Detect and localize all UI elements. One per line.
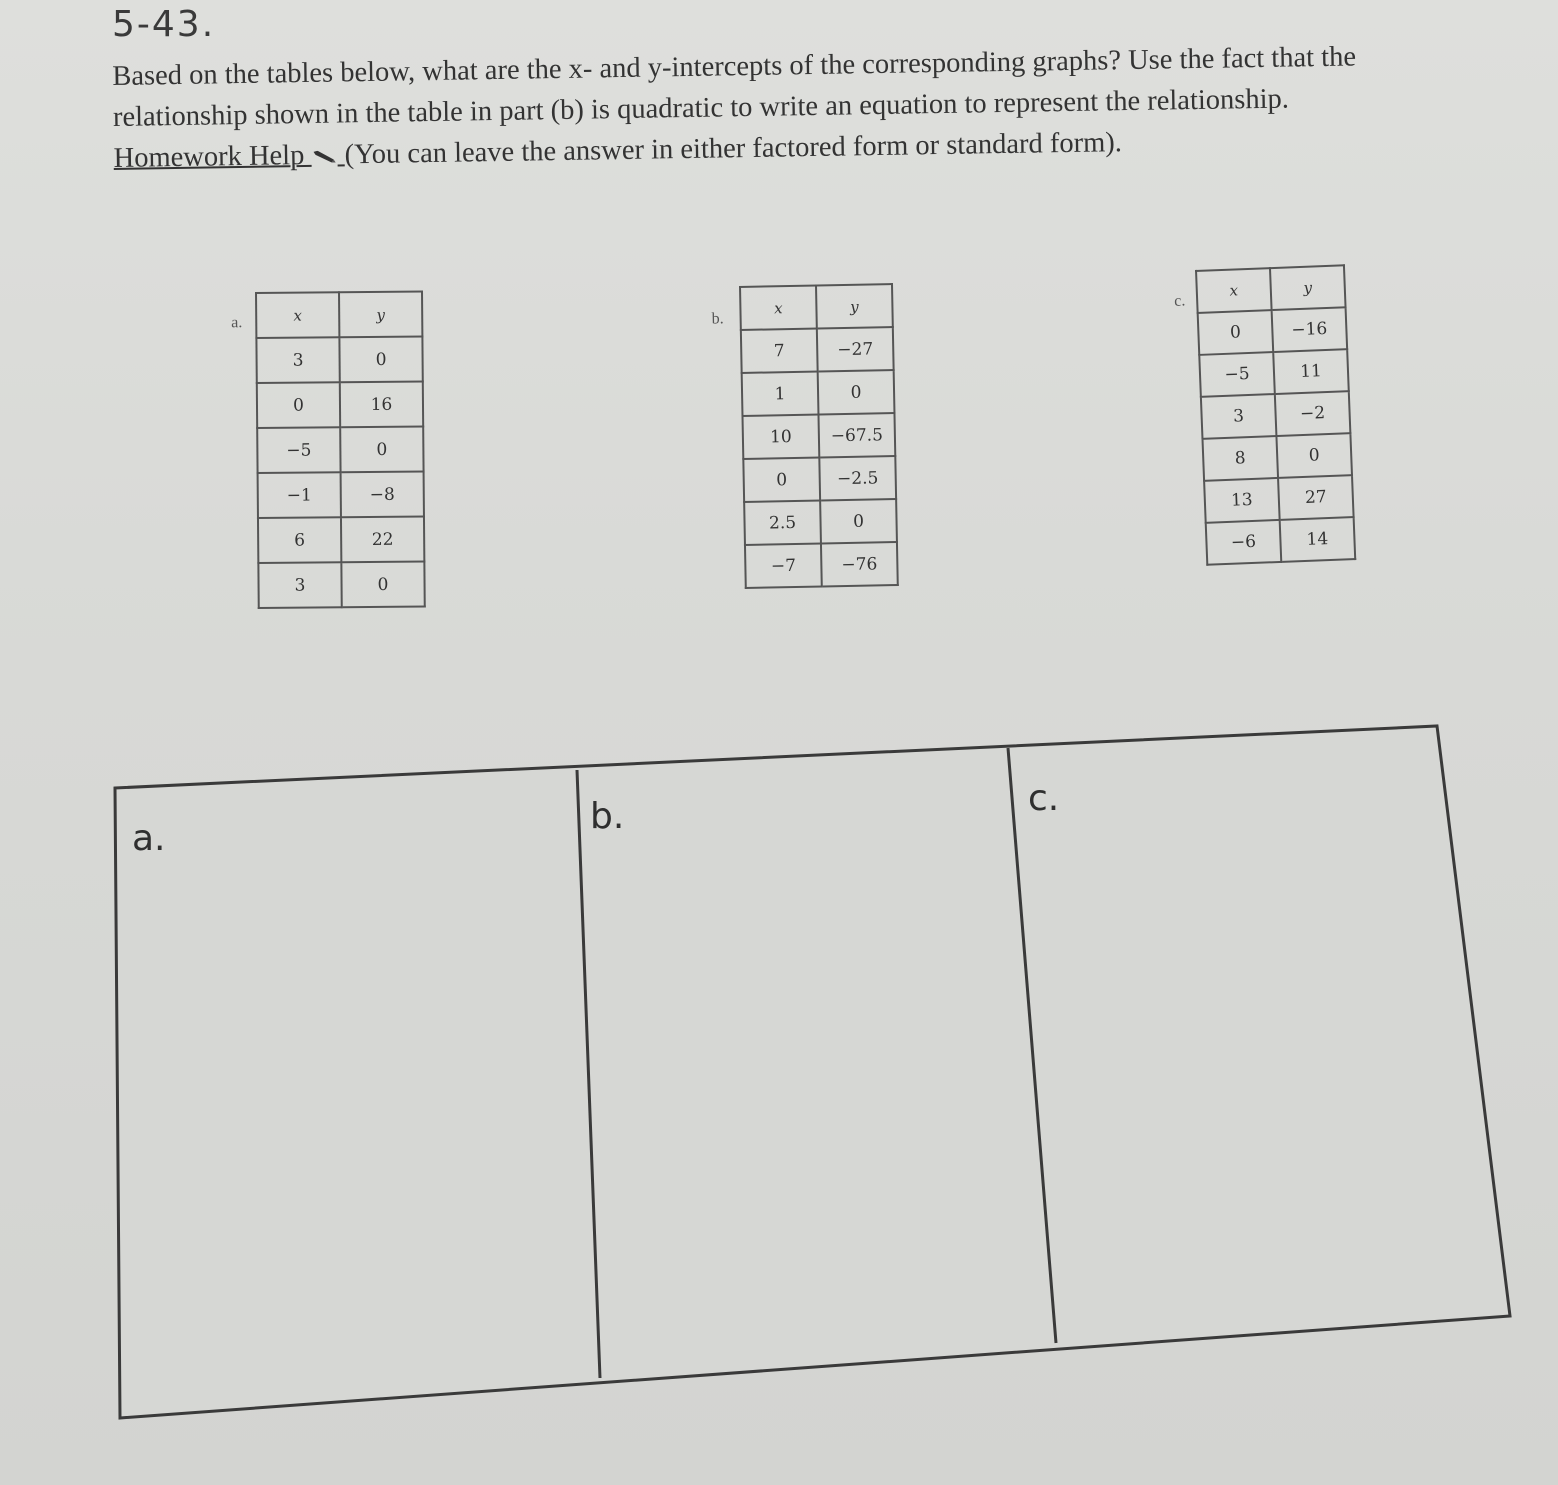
cell-y: 22 [341, 517, 424, 563]
cell-x: −5 [257, 427, 340, 473]
prompt-text-start: Based on the tables below, what are the x- and y-intercepts of the corresponding graphs? Use the fact that the relationship shown in the table in part (b) is quadratic to write an equation to represent the relationship. [112, 41, 1357, 133]
cell-y: 11 [1273, 349, 1349, 394]
prompt-text-end: (You can leave the answer in either factored form or standard form). [344, 127, 1123, 171]
header-y: y [816, 284, 893, 328]
cell-x: 2.5 [744, 500, 821, 544]
cell-y: 0 [818, 370, 895, 414]
cell-x: 3 [256, 337, 339, 383]
answer-box-frame [115, 726, 1510, 1418]
cell-x: −7 [745, 543, 822, 587]
cell-x: 8 [1202, 436, 1278, 481]
cell-x: −6 [1206, 520, 1282, 565]
problem-number: 5-43. [112, 4, 216, 45]
cell-x: 6 [258, 517, 341, 563]
cell-y: 27 [1278, 475, 1354, 520]
cell-x: 0 [743, 457, 820, 501]
cell-x: 3 [1201, 394, 1277, 439]
cell-y: 16 [340, 382, 423, 428]
cell-y: −2 [1275, 391, 1351, 436]
table-b-letter: b. [711, 310, 724, 328]
cell-x: 10 [742, 414, 819, 458]
cell-x: 0 [257, 382, 340, 428]
cell-x: 7 [741, 329, 818, 373]
cell-y: −8 [341, 472, 424, 518]
cell-y: 0 [340, 427, 423, 473]
cell-x: 1 [742, 372, 819, 416]
cell-y: −27 [817, 327, 894, 371]
cell-y: 0 [341, 562, 424, 608]
cell-y: −16 [1272, 307, 1348, 352]
cell-y: −67.5 [818, 413, 895, 457]
cell-y: 0 [1276, 433, 1352, 478]
cell-y: 0 [820, 499, 897, 543]
cell-x: 3 [258, 562, 341, 608]
answer-cell-b[interactable]: b. [590, 796, 625, 837]
cell-y: 0 [339, 337, 422, 383]
table-a-letter: a. [231, 314, 243, 332]
cell-x: 0 [1198, 310, 1274, 355]
cell-x: 13 [1204, 478, 1280, 523]
header-y: y [339, 292, 422, 338]
table-c-letter: c. [1173, 292, 1186, 310]
cell-x: −1 [258, 472, 341, 518]
cell-y: −76 [821, 542, 898, 586]
cell-y: −2.5 [819, 456, 896, 500]
header-y: y [1270, 265, 1346, 310]
header-x: x [1196, 268, 1272, 313]
header-x: x [740, 286, 817, 330]
cell-x: −5 [1199, 352, 1275, 397]
cell-y: 14 [1280, 517, 1356, 562]
header-x: x [256, 292, 339, 338]
answer-cell-a[interactable]: a. [132, 818, 166, 859]
homework-help-label: Homework Help [113, 139, 305, 174]
answer-cell-c[interactable]: c. [1028, 778, 1060, 819]
